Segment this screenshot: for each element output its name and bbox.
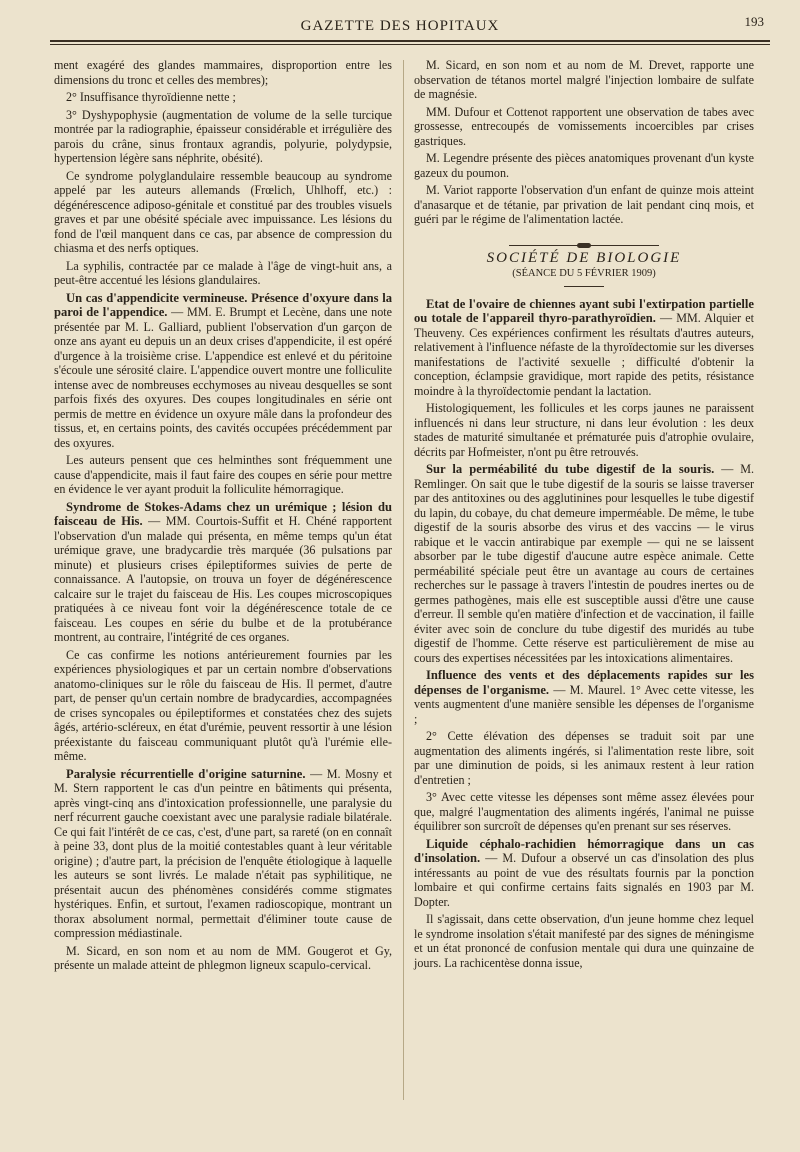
right-column-top (414, 58, 754, 227)
section-title: SOCIÉTÉ DE BIOLOGIE (486, 249, 682, 266)
paragraph (414, 462, 754, 665)
paragraph-text: 2° Insuffisance thyroïdienne nette ; (66, 90, 236, 104)
paragraph-text: Ce cas confirme les notions antérieurement fournies par les expériences physiologiques et par un certain nombre d'observations anatomo-cliniques sur le rôle du faisceau de His. Il permet, d'autre part, de penser qu'un certain nombre de bradycardies, accompagnées de crises syncopales ou épileptiformes et constatées chez des sujets âgés, artério-scléreux, en état d'urémie, peuvent ressortir à une lésion préexistante du faisceau communiquant plutôt qu'à l'urémie elle-même. (54, 647, 392, 763)
paragraph-text: M. Sicard, en son nom et au nom de M. Drevet, rapporte une observation de tétanos mortel malgré l'injection lombaire de sulfate de magnésie. (414, 58, 754, 101)
paragraph (54, 291, 392, 451)
paragraph (414, 401, 754, 459)
paragraph (54, 453, 392, 497)
running-title: GAZETTE DES HOPITAUX (300, 18, 500, 34)
paragraph-heading: Sur la perméabilité du tube digestif de la souris. (426, 462, 715, 476)
paragraph (414, 183, 754, 227)
paragraph-text: ment exagéré des glandes mammaires, disproportion entre les dimensions du tronc et celles des membres); (54, 58, 392, 87)
paragraph (414, 151, 754, 180)
right-column (414, 58, 754, 973)
page-number: 193 (744, 14, 764, 29)
paragraph (414, 297, 754, 399)
paragraph-text: M. Legendre présente des pièces anatomiques provenant d'un kyste gazeux du poumon. (414, 151, 754, 180)
paragraph-text: — MM. Courtois-Suffit et H. Chéné rapportent l'observation d'un malade qui présenta, en même temps qu'un état urémique grave, une bradycardie très marquée (36 pulsations par minute) et plusieurs crises épileptiformes suivies de perte de connaissance. A l'autopsie, on trouva un foyer de dégénérescence calcaire sur le trajet du faisceau de His. Les coupes microscopiques pratiquées à ce niveau font voir la dégénérescence totale de ce faisceau. Les coupes en série du bulbe et de la protubérance montrent, au contraire, l'intégrité de ces organes. (54, 514, 392, 644)
paragraph (414, 58, 754, 102)
paragraph-heading: Etat de l'ovaire de chiennes ayant subi l'extirpation partielle ou totale de l'appareil thyro-parathyroïdien. (414, 296, 754, 325)
header-rule-thin (50, 44, 770, 45)
paragraph (414, 912, 754, 970)
paragraph-text: — M. Dufour a observé un cas d'insolation des plus intéressants au point de vue des résultats fournis par la ponction lombaire et qui confirme certains faits signalés en 1903 par M. Dopter. (414, 851, 754, 909)
paragraph-heading: Un cas d'appendicite vermineuse. Présence d'oxyure dans la paroi de l'appendice. (54, 290, 392, 319)
paragraph-text: Les auteurs pensent que ces helminthes sont fréquemment une cause d'appendicite, mais il faut faire des coupes en série pour mettre en évidence le ver ayant produit la folliculite hémorragique. (54, 453, 392, 496)
paragraph-text: 2° Cette élévation des dépenses se traduit soit par une augmentation des aliments ingérés, si l'alimentation reste libre, soit par une diminution de poids, si les animaux restent à leur ration d'entretien ; (414, 729, 754, 787)
paragraph (54, 944, 392, 973)
section-subtitle: (SÉANCE DU 5 FÉVRIER 1909) (512, 268, 656, 279)
paragraph-heading: Paralysie récurrentielle d'origine saturnine. (66, 766, 306, 781)
left-column (54, 58, 392, 976)
paragraph (414, 729, 754, 787)
ornament-divider (414, 235, 754, 241)
column-separator (403, 60, 404, 1100)
paragraph-text: Il s'agissait, dans cette observation, d'un jeune homme chez lequel le syndrome insolation s'était manifesté par des signes de méningisme et un état prononcé de confusion mentale qui dura une quinzaine de jours. La rachicentèse donna issue, (414, 912, 754, 970)
paragraph (54, 648, 392, 764)
paragraph-text: Ce syndrome polyglandulaire ressemble beaucoup au syndrome appelé par les auteurs allemands (Frœlich, Uhlhoff, etc.) : dégénérescence adiposo-génitale et constitué par des troubles visuels graves et par une obésité spéciale avec impuissance. Les lésions du fond de l'œil manquent dans ce cas, par absence de compression du chiasma et des nerfs optiques. (54, 168, 392, 255)
paragraph-text: — M. Maurel. 1° Avec cette vitesse, les vents augmentent d'une manière sensible les dépenses de l'organisme ; (414, 682, 754, 726)
paragraph-text: M. Variot rapporte l'observation d'un enfant de quinze mois atteint d'anasarque et de tétanie, par privation de lait pendant cinq mois, et guéri par le régime de l'alimentation lactée. (414, 183, 754, 226)
paragraph (54, 767, 392, 941)
paragraph-text: — M. Remlinger. On sait que le tube digestif de la souris se laisse traverser par des antitoxines ou des agglutinines pour lesquelles le tube digestif du lapin, du cobaye, du chat demeure imperméable. De même, le tube digestif de la souris absorbe des virus et des vaccins — le virus rabique et le vaccin antirabique par exemple — qui ne se laissent absorber par le tube digestif d'aucune autre espèce animale. Cette perméabilité spéciale peut être un avantage au cours de certaines recherches sur le passage à travers l'intestin de poudres inertes ou de germes pathogènes, mais elle est susceptible aussi d'être une cause d'erreur. Il semble qu'en matière d'infection et de vaccination, il faille éviter avec soin de conclure du tube digestif des muridés au tube digestif de l'homme. Cette réserve est particulièrement de mise au cours des expertises nécessitées par les intoxications alimentaires. (414, 462, 755, 665)
paragraph (414, 837, 754, 910)
paragraph-text: M. Sicard, en son nom et au nom de MM. Gougerot et Gy, présente un malade atteint de phlegmon ligneux scapulo-cervical. (54, 943, 392, 972)
paragraph-text: — MM. E. Brumpt et Lecène, dans une note présentée par M. L. Galliard, publient l'observation d'un garçon de onze ans ayant eu depuis un an deux crises d'appendicite, il est opéré d'urgence à la troisième crise. L'appendice est enlevé et du péritoine s'écoule une sérosité claire. L'appendice ouvert montre une folliculite intense avec de nombreuses ecchymoses au niveau desquelles se sont parfois fixés des oxyures. Des coupes longitudinales en série ont permis de mettre en évidence un oxyure mâle dans la profondeur des tissus, et, en certains points, des cavités occupées précédemment par des oxyures. (54, 305, 393, 450)
paragraph-text: — MM. Alquier et Theuveny. Ces expériences confirment les résultats d'autres auteurs, relativement à l'influence néfaste de la thyroïdectomie sur les diverses manifestations de l'activité sexuelle ; difficulté d'obtenir la conception, éclampsie gravidique, mort rapide des petits, résistance moindre à la thyroïdectomie pendant la lactation. (414, 311, 754, 398)
short-rule (564, 286, 604, 287)
paragraph (54, 500, 392, 645)
paragraph-text: — M. Mosny et M. Stern rapportent le cas d'un peintre en bâtiments qui présenta, après vingt-cinq ans d'intoxication professionnelle, une paralysie du nerf récurrent gauche coexistant avec une paralysie radiale bilatérale. Ce qui fait l'intérêt de ce cas, c'est, d'une part, sa rareté (on en connaît à peine 33, dont plus de la moitié contestables quant à leur véritable origine) ; d'autre part, la précision de l'enquête étiologique à laquelle les auteurs se sont livrés. Le malade n'était pas syphilitique, ne présentait aucun des phénomènes considérés comme stigmates hystériques. Enfin, et surtout, l'examen radioscopique, montrant un thorax absolument normal, permettait d'éliminer toute cause de compression médiastinale. (54, 766, 392, 940)
paragraph (54, 259, 392, 288)
paragraph (414, 105, 754, 149)
paragraph (414, 790, 754, 834)
paragraph-text: Histologiquement, les follicules et les corps jaunes ne paraissent influencés ni dans leur structure, ni dans leur évolution : les deux stades de maturité simultanée et prématurée puis d'atrophie ovulaire, décrits par Hofmeister, n'ont pu être retrouvés. (414, 401, 754, 459)
paragraph (54, 108, 392, 166)
paragraph (54, 58, 392, 87)
header-rule (50, 40, 770, 42)
paragraph-text: MM. Dufour et Cottenot rapportent une observation de tabes avec grossesse, entrecoupés de vomissements incoercibles par crises gastriques. (414, 104, 754, 148)
paragraph (414, 668, 754, 726)
paragraph (54, 169, 392, 256)
paragraph-heading: Liquide céphalo-rachidien hémorragique dans un cas d'insolation. (414, 836, 754, 865)
paragraph (54, 90, 392, 105)
paragraph-text: 3° Avec cette vitesse les dépenses sont même assez élevées pour que, malgré l'augmentation des aliments ingérés, l'animal ne puisse équilibrer son surcroît de dépenses qu'en prenant sur ses réserves. (414, 790, 754, 833)
paragraph-heading: Influence des vents et des déplacements rapides sur les dépenses de l'organisme. (414, 668, 754, 697)
right-column-bottom (414, 297, 754, 971)
paragraph-text: 3° Dyshypophysie (augmentation de volume de la selle turcique montrée par la radiographie, épaisseur considérable et irrégulière des parois du crâne, sinus frontaux agrandis, polyurie, polydypsie, hypertension légère sans néphrite, obésité). (54, 107, 392, 165)
paragraph-heading: Syndrome de Stokes-Adams chez un urémique ; lésion du faisceau de His. (54, 499, 392, 528)
paragraph-text: La syphilis, contractée par ce malade à l'âge de vingt-huit ans, a peut-être accentué les lésions glandulaires. (54, 258, 392, 287)
